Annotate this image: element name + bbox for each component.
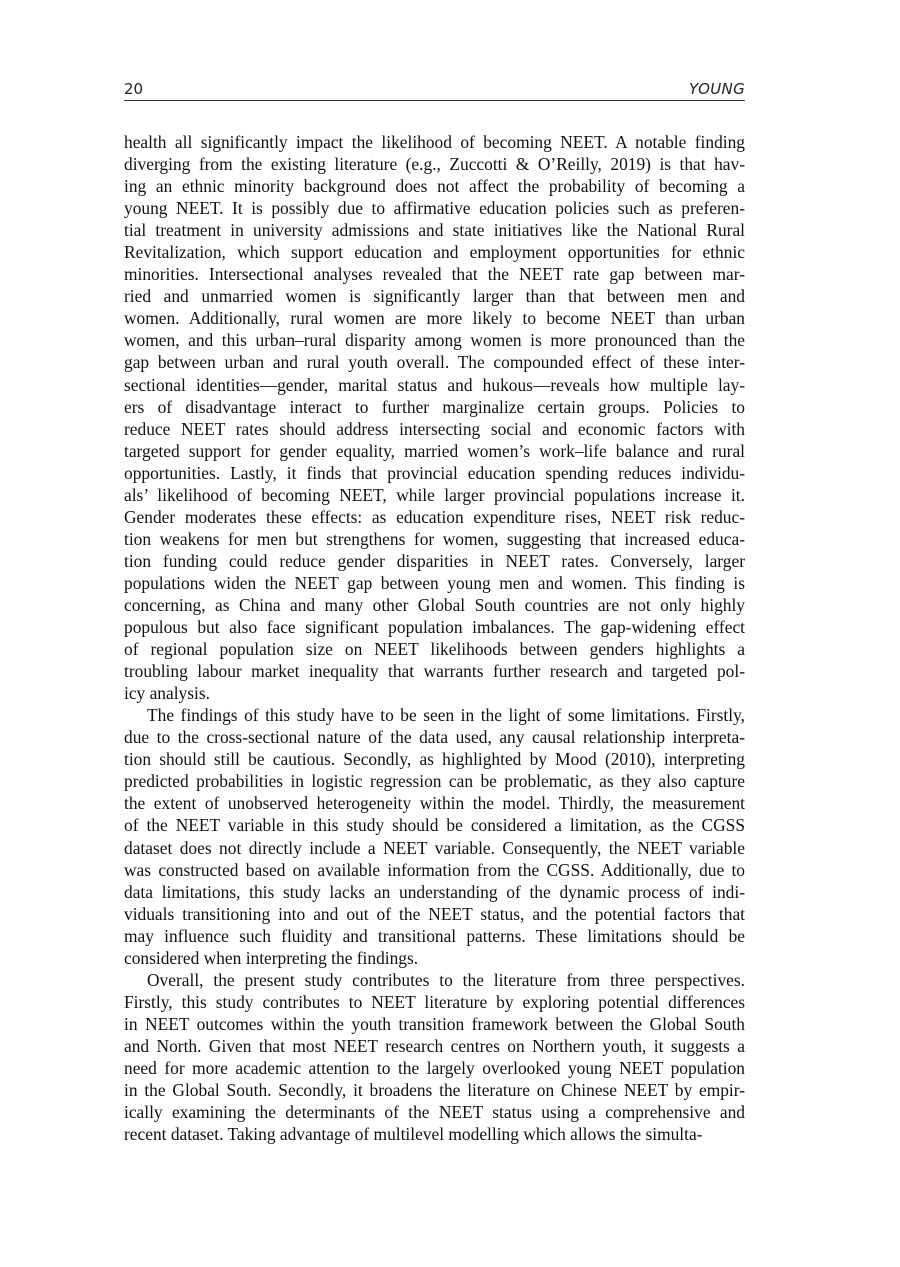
text-line: targeted support for gender equality, married women’s work–life balance and rural [124, 440, 745, 461]
document-page [124, 76, 745, 1145]
text-line: of regional population size on NEET likelihoods between genders highlights a [124, 639, 745, 660]
text-line: recent dataset. Taking advantage of multilevel modelling which allows the simulta- [124, 1124, 703, 1145]
text-line: als’ likelihood of becoming NEET, while larger provincial populations increase it. [124, 484, 745, 505]
text-line: due to the cross-sectional nature of the data used, any causal relationship interpreta- [124, 727, 745, 748]
text-line: populous but also face significant population imbalances. The gap-widening effect [124, 617, 745, 638]
text-line: gap between urban and rural youth overall. The compounded effect of these inter- [124, 352, 745, 373]
text-line: Revitalization, which support education and employment opportunities for ethnic [124, 242, 745, 263]
body-text [124, 131, 745, 1145]
text-line: tial treatment in university admissions and state initiatives like the National Rural [124, 220, 745, 241]
text-line: was constructed based on available information from the CGSS. Additionally, due to [124, 859, 745, 880]
text-line: dataset does not directly include a NEET variable. Consequently, the NEET variable [124, 837, 745, 858]
text-line: tion funding could reduce gender disparities in NEET rates. Conversely, larger [124, 550, 745, 571]
text-line: may influence such fluidity and transitional patterns. These limitations should be [124, 925, 745, 946]
text-line: sectional identities—gender, marital status and hukous—reveals how multiple lay- [124, 374, 745, 395]
text-line: troubling labour market inequality that warrants further research and targeted pol- [124, 661, 745, 682]
text-line: tion should still be cautious. Secondly, as highlighted by Mood (2010), interpreting [124, 749, 745, 770]
page-header [124, 76, 745, 101]
text-line: The findings of this study have to be seen in the light of some limitations. Firstly, [147, 705, 745, 726]
text-line: predicted probabilities in logistic regression can be problematic, as they also capture [124, 771, 745, 792]
text-line: considered when interpreting the findings. [124, 947, 419, 968]
text-line: need for more academic attention to the largely overlooked young NEET population [124, 1057, 745, 1078]
text-line: in NEET outcomes within the youth transition framework between the Global South [124, 1013, 745, 1034]
text-line: ers of disadvantage interact to further marginalize certain groups. Policies to [124, 396, 745, 417]
text-line: young NEET. It is possibly due to affirmative education policies such as preferen- [124, 198, 745, 219]
text-line: Gender moderates these effects: as education expenditure rises, NEET risk reduc- [124, 506, 745, 527]
text-line: opportunities. Lastly, it finds that provincial education spending reduces individu- [124, 462, 745, 483]
paragraph [124, 704, 745, 969]
text-line: ically examining the determinants of the NEET status using a comprehensive and [124, 1102, 745, 1123]
text-line: viduals transitioning into and out of the NEET status, and the potential factors that [124, 903, 745, 924]
text-line: the extent of unobserved heterogeneity within the model. Thirdly, the measurement [124, 793, 745, 814]
text-line: icy analysis. [124, 683, 210, 704]
text-line: reduce NEET rates should address intersecting social and economic factors with [124, 418, 745, 439]
text-line: concerning, as China and many other Global South countries are not only highly [124, 594, 745, 615]
text-line: ing an ethnic minority background does not affect the probability of becoming a [124, 176, 745, 197]
text-line: of the NEET variable in this study should be considered a limitation, as the CGSS [124, 815, 745, 836]
text-line: women. Additionally, rural women are more likely to become NEET than urban [124, 308, 745, 329]
text-line: data limitations, this study lacks an understanding of the dynamic process of indi- [124, 881, 745, 902]
text-line: in the Global South. Secondly, it broadens the literature on Chinese NEET by empir- [124, 1080, 745, 1101]
text-line: minorities. Intersectional analyses revealed that the NEET rate gap between mar- [124, 264, 745, 285]
text-line: tion weakens for men but strengthens for women, suggesting that increased educa- [124, 528, 745, 549]
page-number: 20 [124, 80, 144, 98]
paragraph [124, 969, 745, 1145]
running-head: YOUNG [688, 80, 745, 98]
paragraph [124, 131, 745, 704]
text-line: and North. Given that most NEET research centres on Northern youth, it suggests a [124, 1035, 745, 1056]
text-line: ried and unmarried women is significantly larger than that between men and [124, 286, 745, 307]
text-line: Firstly, this study contributes to NEET literature by exploring potential differences [124, 991, 745, 1012]
text-line: populations widen the NEET gap between young men and women. This finding is [124, 572, 745, 593]
text-line: health all significantly impact the likelihood of becoming NEET. A notable finding [124, 132, 745, 152]
text-line: diverging from the existing literature (e.g., Zuccotti & O’Reilly, 2019) is that hav- [124, 154, 745, 175]
text-line: women, and this urban–rural disparity among women is more pronounced than the [124, 330, 745, 351]
text-line: Overall, the present study contributes to the literature from three perspectives. [147, 969, 745, 990]
